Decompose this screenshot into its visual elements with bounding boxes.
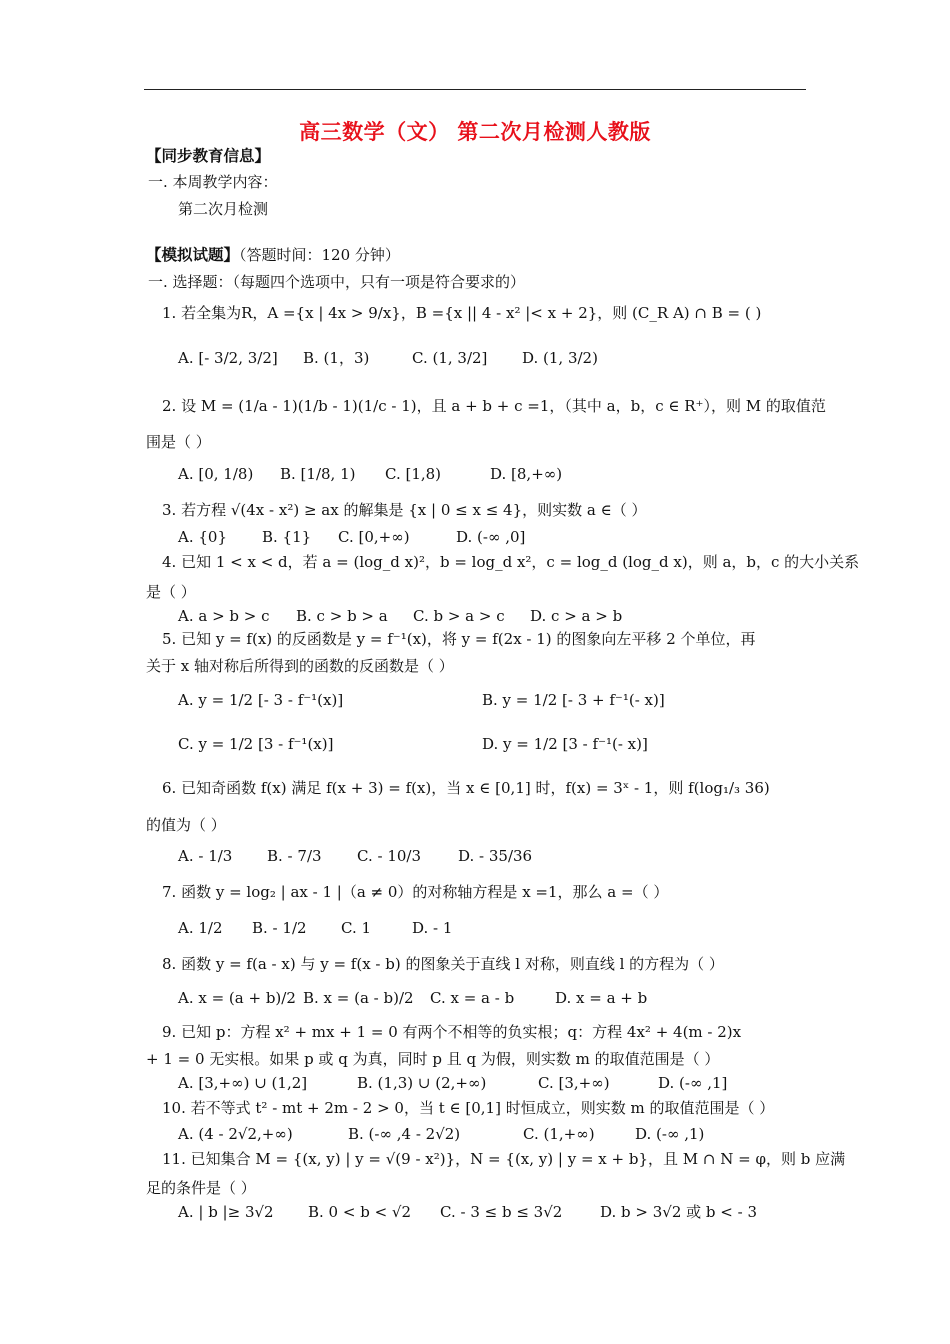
question-5-line-2: 关于 x 轴对称后所得到的函数的反函数是（ ） xyxy=(146,657,454,675)
time-note: （答题时间：120 分钟） xyxy=(239,246,400,264)
q10-option-c: C. (1,+∞) xyxy=(523,1125,595,1143)
q10-option-a: A. (4 - 2√2,+∞) xyxy=(178,1125,293,1143)
question-9-line-1: 9. 已知 p：方程 x² + mx + 1 = 0 有两个不相等的负实根；q：方程 4x² + 4(m - 2)x xyxy=(162,1023,742,1041)
question-3-line-1: 3. 若方程 √(4x - x²) ≥ ax 的解集是 {x | 0 ≤ x ≤ 4}，则实数 a ∈（ ） xyxy=(162,501,647,519)
q7-option-d: D. - 1 xyxy=(412,919,453,937)
q11-option-b: B. 0 < b < √2 xyxy=(308,1203,412,1221)
q10-option-b: B. (-∞ ,4 - 2√2) xyxy=(348,1125,461,1143)
q1-option-d: D. (1, 3/2) xyxy=(522,349,598,367)
q7-option-c: C. 1 xyxy=(341,919,372,937)
q3-option-a: A. {0} xyxy=(178,528,227,546)
question-6-line-1: 6. 已知奇函数 f(x) 满足 f(x + 3) = f(x)，当 x ∈ [0,1] 时，f(x) = 3ˣ - 1，则 f(log₁/₃ 36) xyxy=(162,779,770,797)
q6-option-c: C. - 10/3 xyxy=(357,847,421,865)
q5-option-d: D. y = 1/2 [3 - f⁻¹(- x)] xyxy=(482,735,648,753)
question-8-line-1: 8. 函数 y = f(a - x) 与 y = f(x - b) 的图象关于直线 l 对称，则直线 l 的方程为（ ） xyxy=(162,955,724,973)
section-heading-sync: 【同步教育信息】 xyxy=(146,147,271,165)
q11-option-a: A. | b |≥ 3√2 xyxy=(178,1203,274,1221)
question-11-line-1: 11. 已知集合 M = {(x, y) | y = √(9 - x²)}，N = {(x, y) | y = x + b}，且 M ∩ N = φ，则 b 应满 xyxy=(162,1150,846,1168)
header-rule xyxy=(144,89,806,90)
q7-option-b: B. - 1/2 xyxy=(252,919,307,937)
question-2-line-1: 2. 设 M = (1/a - 1)(1/b - 1)(1/c - 1)，且 a + b + c =1，（其中 a，b，c ∈ R⁺），则 M 的取值范 xyxy=(162,397,826,415)
question-4-line-2: 是（ ） xyxy=(146,583,196,601)
section-heading-test-row xyxy=(146,245,400,265)
section-item: 一. 本周教学内容： xyxy=(148,173,278,191)
section-heading-test: 【模拟试题】 xyxy=(146,246,240,264)
q3-option-d: D. (-∞ ,0] xyxy=(456,528,526,546)
question-11-line-2: 足的条件是（ ） xyxy=(146,1179,256,1197)
question-9-line-2: + 1 = 0 无实根。如果 p 或 q 为真，同时 p 且 q 为假，则实数 m 的取值范围是（ ） xyxy=(146,1050,720,1068)
q4-option-c: C. b > a > c xyxy=(413,607,505,625)
q9-option-d: D. (-∞ ,1] xyxy=(658,1074,728,1092)
q1-option-a: A. [- 3/2, 3/2] xyxy=(178,349,278,367)
question-2-line-2: 围是（ ） xyxy=(146,433,211,451)
q8-option-d: D. x = a + b xyxy=(555,989,648,1007)
question-10-line-1: 10. 若不等式 t² - mt + 2m - 2 > 0，当 t ∈ [0,1] 时恒成立，则实数 m 的取值范围是（ ） xyxy=(162,1099,775,1117)
q5-option-c: C. y = 1/2 [3 - f⁻¹(x)] xyxy=(178,735,334,753)
q5-option-b: B. y = 1/2 [- 3 + f⁻¹(- x)] xyxy=(482,691,665,709)
question-6-line-2: 的值为（ ） xyxy=(146,816,226,834)
q10-option-d: D. (-∞ ,1) xyxy=(635,1125,705,1143)
q8-option-a: A. x = (a + b)/2 xyxy=(178,989,296,1007)
q6-option-b: B. - 7/3 xyxy=(267,847,322,865)
part-heading: 一. 选择题：（每题四个选项中，只有一项是符合要求的） xyxy=(148,273,526,291)
question-1-line-1: 1. 若全集为R，A ={x | 4x > 9/x}，B ={x || 4 - x² |< x + 2}，则 (C_R A) ∩ B = ( ) xyxy=(162,304,762,322)
q2-option-a: A. [0, 1/8) xyxy=(178,465,254,483)
q1-option-b: B. (1，3) xyxy=(303,349,370,367)
q8-option-b: B. x = (a - b)/2 xyxy=(303,989,414,1007)
q4-option-a: A. a > b > c xyxy=(178,607,270,625)
q3-option-b: B. {1} xyxy=(262,528,312,546)
section-content: 第二次月检测 xyxy=(178,200,269,218)
q8-option-c: C. x = a - b xyxy=(430,989,515,1007)
question-7-line-1: 7. 函数 y = log₂ | ax - 1 |（a ≠ 0）的对称轴方程是 x =1，那么 a =（ ） xyxy=(162,883,669,901)
q4-option-d: D. c > a > b xyxy=(530,607,623,625)
q2-option-b: B. [1/8, 1) xyxy=(280,465,356,483)
q3-option-c: C. [0,+∞) xyxy=(338,528,410,546)
q6-option-d: D. - 35/36 xyxy=(458,847,533,865)
q1-option-c: C. (1, 3/2] xyxy=(412,349,488,367)
q9-option-c: C. [3,+∞) xyxy=(538,1074,610,1092)
q9-option-a: A. [3,+∞) ∪ (1,2] xyxy=(178,1074,308,1092)
q2-option-c: C. [1,8) xyxy=(385,465,442,483)
q11-option-c: C. - 3 ≤ b ≤ 3√2 xyxy=(440,1203,563,1221)
question-4-line-1: 4. 已知 1 < x < d，若 a = (log_d x)²，b = log_d x²，c = log_d (log_d x)，则 a，b，c 的大小关系 xyxy=(162,553,860,571)
q7-option-a: A. 1/2 xyxy=(178,919,223,937)
q9-option-b: B. (1,3) ∪ (2,+∞) xyxy=(357,1074,487,1092)
q4-option-b: B. c > b > a xyxy=(296,607,388,625)
q2-option-d: D. [8,+∞) xyxy=(490,465,563,483)
q5-option-a: A. y = 1/2 [- 3 - f⁻¹(x)] xyxy=(178,691,344,709)
q6-option-a: A. - 1/3 xyxy=(178,847,233,865)
q11-option-d: D. b > 3√2 或 b < - 3 xyxy=(600,1203,758,1221)
page-title: 高三数学（文） 第二次月检测人教版 xyxy=(299,120,651,144)
question-5-line-1: 5. 已知 y = f(x) 的反函数是 y = f⁻¹(x)，将 y = f(2x - 1) 的图象向左平移 2 个单位，再 xyxy=(162,630,756,648)
